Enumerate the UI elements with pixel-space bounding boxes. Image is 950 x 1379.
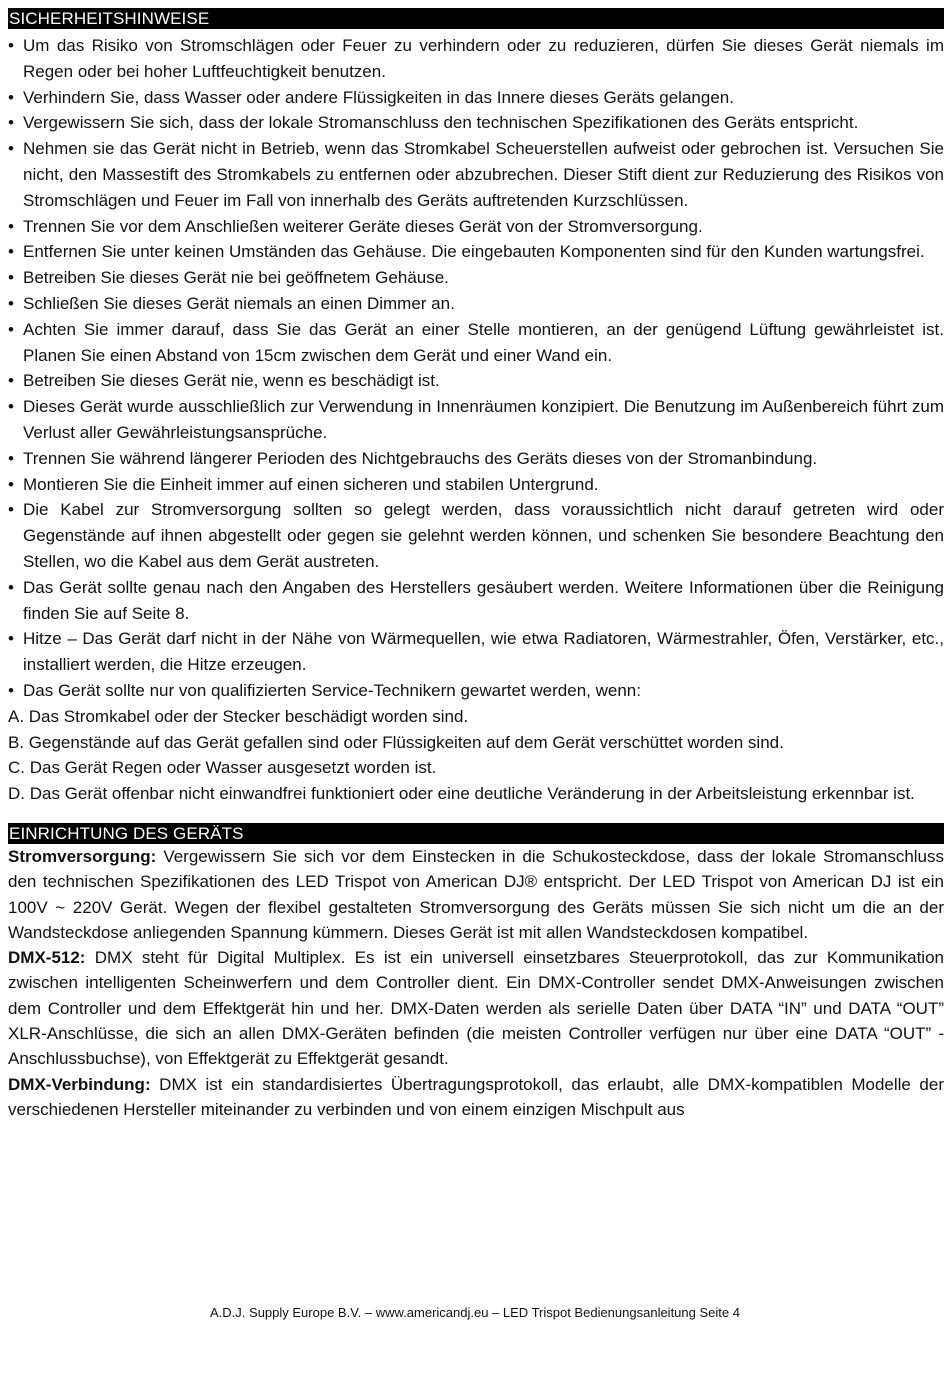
power-supply-paragraph: [8, 844, 944, 945]
safety-bullet: • Betreiben Sie dieses Gerät nie bei geöffnetem Gehäuse.: [8, 265, 944, 291]
safety-bullet: • Nehmen sie das Gerät nicht in Betrieb, wenn das Stromkabel Scheuerstellen aufweist oder gebrochen ist. Versuchen Sie nicht, den Massestift des Stromkabels zu entfernen oder abzubrechen. Dieser Stift dient zur Reduzierung des Risikos von Stromschlägen und Feuer im Fall von innerhalb des Geräts auftretenden Kurzschlüssen.: [8, 136, 944, 213]
service-condition: B. Gegenstände auf das Gerät gefallen sind oder Flüssigkeiten auf dem Gerät verschüttet worden sind.: [8, 732, 784, 752]
safety-bullet: • Die Kabel zur Stromversorgung sollten so gelegt werden, dass voraussichtlich nicht darauf getreten wird oder Gegenstände auf ihnen abgestellt oder gegen sie gelehnt werden können, und schenken Sie besondere Beachtung den Stellen, wo die Kabel aus dem Gerät austreten.: [8, 497, 944, 574]
paragraph-text: DMX steht für Digital Multiplex. Es ist ein universell einsetzbares Steuerprotokoll, das zur Kommunikation zwischen intelligenten Scheinwerfern und dem Controller dient. Ein DMX-Controller sendet DMX-Anweisungen zwischen dem Controller und dem Effektgerät hin und her. DMX-Daten werden als serielle Daten über DATA “IN” und DATA “OUT” XLR-Anschlüsse, die sich an allen DMX-Geräten befinden (die meisten Controller verfügen nur über eine DATA “OUT” - Anschlussbuchse), von Effektgerät zu Effektgerät gesandt.: [8, 948, 944, 1069]
safety-bullet: • Um das Risiko von Stromschlägen oder Feuer zu verhindern oder zu reduzieren, dürfen Sie dieses Gerät niemals im Regen oder bei hoher Luftfeuchtigkeit benutzen.: [8, 33, 944, 85]
safety-bullet: • Montieren Sie die Einheit immer auf einen sicheren und stabilen Untergrund.: [8, 472, 944, 498]
safety-bullet: • Hitze – Das Gerät darf nicht in der Nähe von Wärmequellen, wie etwa Radiatoren, Wärmestrahler, Öfen, Verstärker, etc., installiert werden, die Hitze erzeugen.: [8, 626, 944, 678]
safety-heading: SICHERHEITSHINWEISE: [8, 8, 944, 29]
page-footer: A.D.J. Supply Europe B.V. – www.americandj.eu – LED Trispot Bedienungsanleitung Seite 4: [210, 1305, 740, 1320]
paragraph-label: DMX-Verbindung:: [8, 1074, 151, 1094]
document-page: [8, 8, 944, 1122]
setup-paragraphs: [8, 844, 944, 1122]
service-condition-list: [8, 704, 944, 807]
safety-bullet: • Dieses Gerät wurde ausschließlich zur Verwendung in Innenräumen konzipiert. Die Benutzung im Außenbereich führt zum Verlust aller Gewährleistungsansprüche.: [8, 394, 944, 446]
service-condition: D. Das Gerät offenbar nicht einwandfrei funktioniert oder eine deutliche Veränderung in der Arbeitsleistung erkennbar ist.: [8, 784, 915, 804]
paragraph-text: DMX ist ein standardisiertes Übertragungsprotokoll, das erlaubt, alle DMX-kompatiblen Modelle der verschiedenen Hersteller miteinander zu verbinden und von einem einzigen Mischpult aus: [8, 1074, 944, 1119]
safety-bullet-list: [8, 33, 944, 704]
dmx-connection-paragraph: [8, 1072, 944, 1123]
setup-heading: EINRICHTUNG DES GERÄTS: [8, 823, 944, 844]
safety-bullet: • Trennen Sie vor dem Anschließen weiterer Geräte dieses Gerät von der Stromversorgung.: [8, 214, 944, 240]
safety-bullet: • Verhindern Sie, dass Wasser oder andere Flüssigkeiten in das Innere dieses Geräts gelangen.: [8, 85, 944, 111]
safety-bullet: • Das Gerät sollte genau nach den Angaben des Herstellers gesäubert werden. Weitere Informationen über die Reinigung finden Sie auf Seite 8.: [8, 575, 944, 627]
safety-bullet: • Betreiben Sie dieses Gerät nie, wenn es beschädigt ist.: [8, 368, 944, 394]
safety-bullet: • Vergewissern Sie sich, dass der lokale Stromanschluss den technischen Spezifikationen des Geräts entspricht.: [8, 110, 944, 136]
safety-bullet: • Schließen Sie dieses Gerät niemals an einen Dimmer an.: [8, 291, 944, 317]
paragraph-label: DMX-512:: [8, 948, 86, 968]
safety-bullet: • Achten Sie immer darauf, dass Sie das Gerät an einer Stelle montieren, an der genügend Lüftung gewährleistet ist. Planen Sie einen Abstand von 15cm zwischen dem Gerät und einer Wand ein.: [8, 317, 944, 369]
paragraph-label: Stromversorgung:: [8, 846, 157, 866]
safety-bullet: • Trennen Sie während längerer Perioden des Nichtgebrauchs des Geräts dieses von der Stromanbindung.: [8, 446, 944, 472]
service-condition: A. Das Stromkabel oder der Stecker beschädigt worden sind.: [8, 706, 469, 726]
dmx512-paragraph: [8, 945, 944, 1071]
safety-bullet: • Entfernen Sie unter keinen Umständen das Gehäuse. Die eingebauten Komponenten sind für den Kunden wartungsfrei.: [8, 239, 944, 265]
safety-bullet: • Das Gerät sollte nur von qualifizierten Service-Technikern gewartet werden, wenn:: [8, 678, 944, 704]
service-condition: C. Das Gerät Regen oder Wasser ausgesetzt worden ist.: [8, 758, 437, 778]
paragraph-text: Vergewissern Sie sich vor dem Einstecken in die Schukosteckdose, dass der lokale Stromanschluss den technischen Spezifikationen des LED Trispot von American DJ® entspricht. Der LED Trispot von American DJ ist ein 100V ~ 220V Gerät. Wegen der flexibel gestalteten Stromversorgung des Geräts müssen Sie sich nicht um die an der Wandsteckdose anliegenden Spannung kümmern. Dieses Gerät ist mit allen Wandsteckdosen kompatibel.: [8, 846, 944, 942]
